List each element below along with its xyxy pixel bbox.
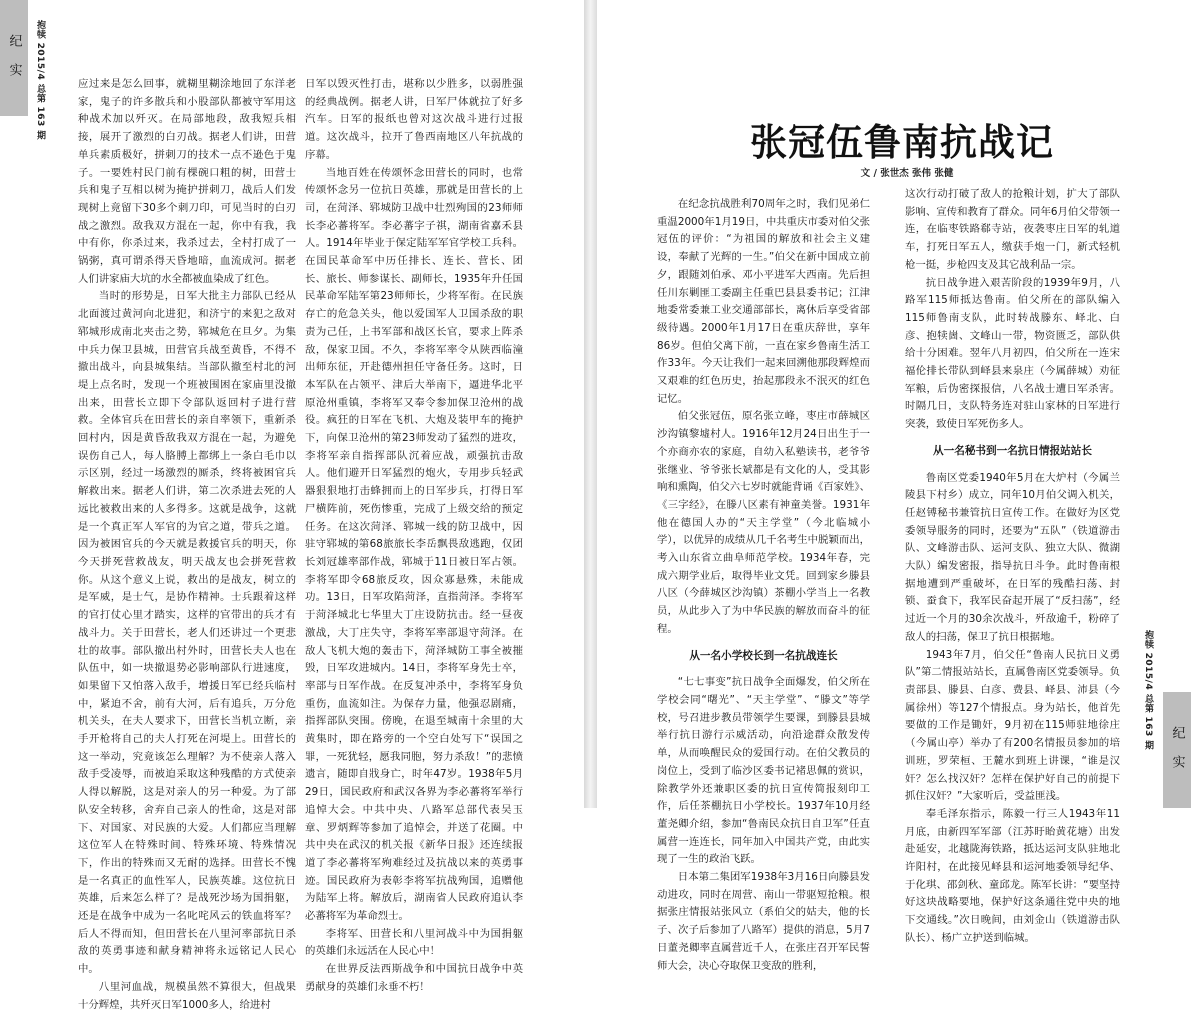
paragraph: 这次行动打破了敌人的抢粮计划，扩大了部队影响、宣传和教育了群众。同年6月伯父带领一连，在临枣铁路郗寺站，夜袭枣庄日军的轧道车，打死日军五人，缴获手炮一门，新式轻机枪一挺，步枪四支及其它战利品一宗。 — [905, 188, 1120, 271]
paragraph: 在纪念抗战胜利70周年之时，我们见弟仁重温2000年1月19日，中共重庆市委对伯父张冠伍的评价：“为祖国的解放和社会主义建设，奉献了光辉的一生。”伯父在新中国成立前夕，跟随刘伯承、邓小平进军大西南。先后担任川东剿匪工委副主任重巴县县委书记；江津地委常委兼工业交通部部长，离休后享受省部级待遇。2000年1月17日在重庆辞世，享年86岁。但伯父离下前，一直在家乡鲁南生活工作33年。今天让我们一起来回溯他那段辉煌而又艰难的红色历史，抬起那段永不泯灭的红色记忆。 — [657, 198, 870, 405]
section-tab-right: 纪 实 — [1163, 692, 1191, 808]
spine-right — [1142, 630, 1155, 750]
section-heading: 从一名秘书到一名抗日情报站站长 — [933, 444, 1092, 457]
paragraph: 1943年7月，伯父任“鲁南人民抗日义勇队”第二情报站站长，直属鲁南区党委领导。负责部县、滕县、白彦、费县、峄县、沛县（今属徐州）等127个情报点。身为站长，他首先要做的工作是锄奸，9月初在115师驻地徐庄（今属山亭）举办了有200名情报员参加的培训班，罗荣桓、王麓水到班上讲课，“谁是汉奸？怎么找汉奸？怎样在保护好自己的前提下抓住汉奸？”大家听后，受益匪浅。 — [905, 648, 1120, 803]
paragraph: “七七事变”抗日战争全面爆发，伯父所在学校会同“曙光”、“天主学堂”、“滕文”等学校，号召进步教员带领学生要课，到滕县县城举行抗日游行示威活动，向沿途群众散发传单，从而唤醒民众的爱国行动。在伯父教员的岗位上，受到了临沙区委书记褚思佩的赏识，除教学外还兼职区委的抗日宣传简报刻印工作，后任茶棚抗日小学校长。1937年10月经董尧卿介绍，参加“鲁南民众抗日自卫军”任直属营一连连长，同年加入中国共产党，由此实现了一生的政治飞跃。 — [657, 676, 870, 866]
left-page — [0, 0, 584, 1011]
section-tab-left: 纪 实 — [0, 0, 28, 116]
article-byline: 文 / 张世杰 张伟 张健 — [860, 168, 954, 179]
paragraph: 奉毛泽东指示，陈毅一行三人1943年11月底，由新四军军部（江苏盱眙黄花塘）出发赴延安，北越陇海铁路，抵达运河支队驻地北许阳村，在此接见峄县和运河地委领导纪华、于化琪、邵剑秋、童邱龙。陈军长讲：“要坚持好这块战略要地，保护好这条通往党中央的地下交通线。”次日晚间，由刘金山（铁道游击队队长）、杨广立护送到临城。 — [905, 807, 1120, 944]
spine-right-text: 抱犊 2015/4 总第 163 期 — [1143, 630, 1153, 750]
paragraph: 应过来是怎么回事，就糊里糊涂地回了东洋老家，鬼子的许多散兵和小股部队都被守军用这种战术加以歼灭。在局部地段，敌我短兵相接，展开了激烈的白刃战。据老人们讲，田营单兵素质极好，拼刺刀的技术一点不逊色于鬼子。一要姓村民门前有棵碗口粗的树，田营士兵和鬼子互相以树为掩护拼刺刀，战后人们发现树上竟留下30多个刺刀印，可见当时的白刃战之激烈。敌我双方混在一起，你中有我，我中有你，你杀过来，我杀过去，全村打成了一锅粥，真可谓杀得天昏地暗，血流成河。据老人们讲家庙大坑的水全都被血染成了红色。 — [78, 78, 296, 285]
spine-left-text: 抱犊 2015/4 总第 163 期 — [35, 20, 45, 140]
article-title: 张冠伍鲁南抗战记 — [750, 121, 1054, 164]
paragraph: 抗日战争进入艰苦阶段的1939年9月，八路军115师抵达鲁南。伯父所在的部队编入115师鲁南支队，此时转战滕东、峄北、白彦、抱犊崮、文峰山一带，物资匮乏，部队供给十分困难。翌年八月初四，伯父所在一连宋福伦排长带队到峄县来泉庄（今属薛城）劝征军粮，后伪密探报信，八名战士遭日军杀害。时隔几日，支队特务连对驻山家林的日军进行突袭，致使日军死伤多人。 — [905, 276, 1120, 431]
section-heading: 从一名小学校长到一名抗战连长 — [689, 649, 838, 662]
page-gutter — [584, 0, 597, 808]
paragraph: 鲁南区党委1940年5月在大炉村（今属兰陵县下村乡）成立，同年10月伯父调入机关，任赵镈秘书兼管抗日宣传工作。在做好为区党委领导服务的同时，还要为“五队”（铁道游击队、文峰游击队、运河支队、独立大队、微湖大队）编发密报，指导抗日斗争。此时鲁南根据地遭到严重破坏，在日军的残酷扫荡、封锁、蚕食下，我军民奋起开展了“反扫荡”，经过近一个月的30余次战斗，歼敌逾千，粉碎了敌人的扫荡，保卫了抗日根据地。 — [905, 471, 1120, 643]
paragraph: 当地百姓在传颂怀念田营长的同时，也常传颂怀念另一位抗日英雄，那就是田营长的上司，在菏泽、郓城防卫战中壮烈殉国的23师师长李必蕃将军。李必蕃字子祺，湖南省嘉禾县人。1914年毕业于保定陆军军官学校工兵科。在国民革命军中历任排长、连长、营长、团长、旅长、师参谋长、副师长，1935年升任国民革命军陆军第23师师长，少将军衔。在民族存亡的危急关头，他以爱国军人卫国杀敌的职责为己任，上书军部和战区长官，要求上阵杀敌，保家卫国。不久，李将军率令从陕西临潼出师东征，开赴德州担任守备任务。这时，日本军队在占领平、津后大举南下，逼进华北平原沧州重镇，李将军又奉令参加保卫沧州的战役。疯狂的日军在飞机、大炮及装甲车的掩护下，向保卫沧州的第23师发动了猛烈的进攻，李将军亲自指挥部队沉着应战，顽强抗击敌人。他们避开日军猛烈的炮火，专用步兵轻武器狠狠地打击蜂拥而上的日军步兵，打得日军尸横阵前，死伤惨重，完成了上级交给的预定任务。在这次菏泽、郓城一线的防卫战中，因驻守郓城的第68旅旅长李岳飘畏敌逃跑，仅团长刘冠雄率部作战，郓城于11日被日军占领。李将军即令68旅反攻，因众寡悬殊，未能成功。13日，日军攻陷菏泽，直指菏泽。李将军于菏泽城北七华里大丁庄设防抗击。经一昼夜激战，大丁庄失守，李将军率部退守菏泽。在敌人飞机大炮的轰击下，菏泽城防工事全被摧毁，日军攻进城内。14日，李将军身先士卒，率部与日军作战。在反复冲杀中，李将军身负重伤，血流如注。为保存力量，他强忍剧痛，指挥部队突围。傍晚，在退至城南十余里的大黄集时，即在路旁的一个空白处写下“误国之罪，一死犹轻，愿我同胞，努力杀敌！”的悲愤遗言，随即自戕身亡，时年47岁。1938年5月29日，国民政府和武汉各界为李必蕃将军举行追悼大会。中共中央、八路军总部代表吴玉章、罗炳辉等参加了追悼会，并送了花圈。中共中央在武汉的机关报《新华日报》还连续报道了李必蕃将军殉难经过及抗战以来的英勇事迹。国民政府为表彰李将军抗战殉国，追赠他为陆军上将。解放后，湖南省人民政府追认李必蕃将军为革命烈士。 — [305, 166, 523, 923]
spine-left — [34, 20, 47, 140]
right-column-2 — [905, 186, 1120, 944]
left-column-1 — [78, 76, 296, 1011]
right-column-1 — [657, 196, 871, 972]
left-column-2 — [305, 76, 523, 993]
paragraph: 八里河血战，规模虽然不算很大，但战果十分辉煌，共歼灭日军1000多人，给进村 — [78, 980, 296, 1011]
paragraph: 在世界反法西斯战争和中国抗日战争中英勇献身的英雄们永垂不朽！ — [305, 963, 523, 993]
paragraph: 日本第二集团军1938年3月16日向滕县发动进攻，同时在周营、南山一带驱短抢粮。根据张庄情报站张风立（系伯父的姑夫，他的长子、次子后参加了八路军）提供的消息，5月7日董尧卿率直属营近千人，在张庄召开军民誓师大会，决心夺取保卫变敌的胜利， — [657, 871, 870, 972]
right-page — [597, 0, 1191, 972]
paragraph: 李将军、田营长和八里河战斗中为国捐躯的英雄们永远活在人民心中！ — [305, 927, 523, 958]
paragraph: 伯父张冠伍，原名张立峰，枣庄市薛城区沙沟镇黎墟村人。1916年12月24日出生于一个亦商亦农的家庭，自幼入私塾读书，老爷爷张继业、爷爷张长斌都是有文化的人，受其影响和熏陶，伯父六七岁时就能背诵《百家姓》、《三字经》，在滕八区素有神童美誉。1931年他在德国人办的“天主学堂”（今北临城小学），以优异的成绩从几千名考生中脱颖而出，考入山东省立曲阜师范学校。1934年春，完成六期学业后，取得毕业文凭。回到家乡滕县八区（今薛城区沙沟镇）茶棚小学当上一名教员，从此步入了为中华民族的解放而奋斗的征程。 — [657, 410, 871, 635]
paragraph: 当时的形势是，日军大批主力部队已经从北面渡过黄河向北进犯，和济宁的来犯之敌对郓城形成南北夹击之势，郓城危在旦夕。为集中兵力保卫县城，田营官兵战至黄昏，不得不撤出战斗，向县城集结。当部队撤至村北的河堤上点名时，发现一个班被围困在家庙里没撤出来，田营长立即下令部队返回村子进行营救。全体官兵在田营长的亲自率领下，重新杀回村内，因是黄昏敌我双方混在一起，为避免误伤自己人，每人胳膊上都绑上一条白毛巾以示区别，经过一场激烈的厮杀，终将被困官兵解救出来。据老人们讲，第二次杀进去死的人远比被救出来的人多得多。这就是战争，这就是一个真正军人军官的为官之道，带兵之道。因为被困官兵的今天就是救援官兵的明天，你今天拼死营救战友，明天战友也会拼死营救你。从这个意义上说，救出的是战友，树立的是军威，是士气，是协作精神。士兵跟着这样的官打仗心里才踏实，这样的官带出的兵才有战斗力。关于田营长，老人们还讲过一个更悲壮的故事。部队撤出村外时，田营长夫人也在队伍中，如一块撤退势必影响部队行进速度，如果留下又怕落入敌手，增援日军已经兵临村中，紧迫不舍，前有大河，后有追兵，万分危机关头，在夫人要求下，田营长当机立断，亲手开枪将自己的夫人打死在河堤上。田营长的这一举动，究竟该怎么理解？为不使亲人落入敌手受凌辱，而被迫采取这种残酷的方式使亲人得以解脱，这是对亲人的另一种爱。为了部队安全转移，舍弃自己亲人的性命，这是对部下、对国家、对民族的大爱。人们都应当理解这位军人在特殊时间、特殊环境、特殊情况下，作出的特殊而又无耐的选择。田营长不愧是一名真正的血性军人，民族英雄。这位抗日英雄，后来怎么样了？是战死沙场为国捐躯，还是在战争中成为一名叱咤风云的铁血将军？后人不得而知，但田营长在八里河率部抗日杀敌的英勇事迹和献身精神将永远铭记人民心中。 — [78, 290, 296, 976]
paragraph: 日军以毁灭性打击，堪称以少胜多，以弱胜强的经典战例。据老人讲，日军尸体就拉了好多汽车。日军的报纸也曾对这次战斗进行过报道。这次战斗，拉开了鲁西南地区八年抗战的序幕。 — [305, 78, 523, 161]
